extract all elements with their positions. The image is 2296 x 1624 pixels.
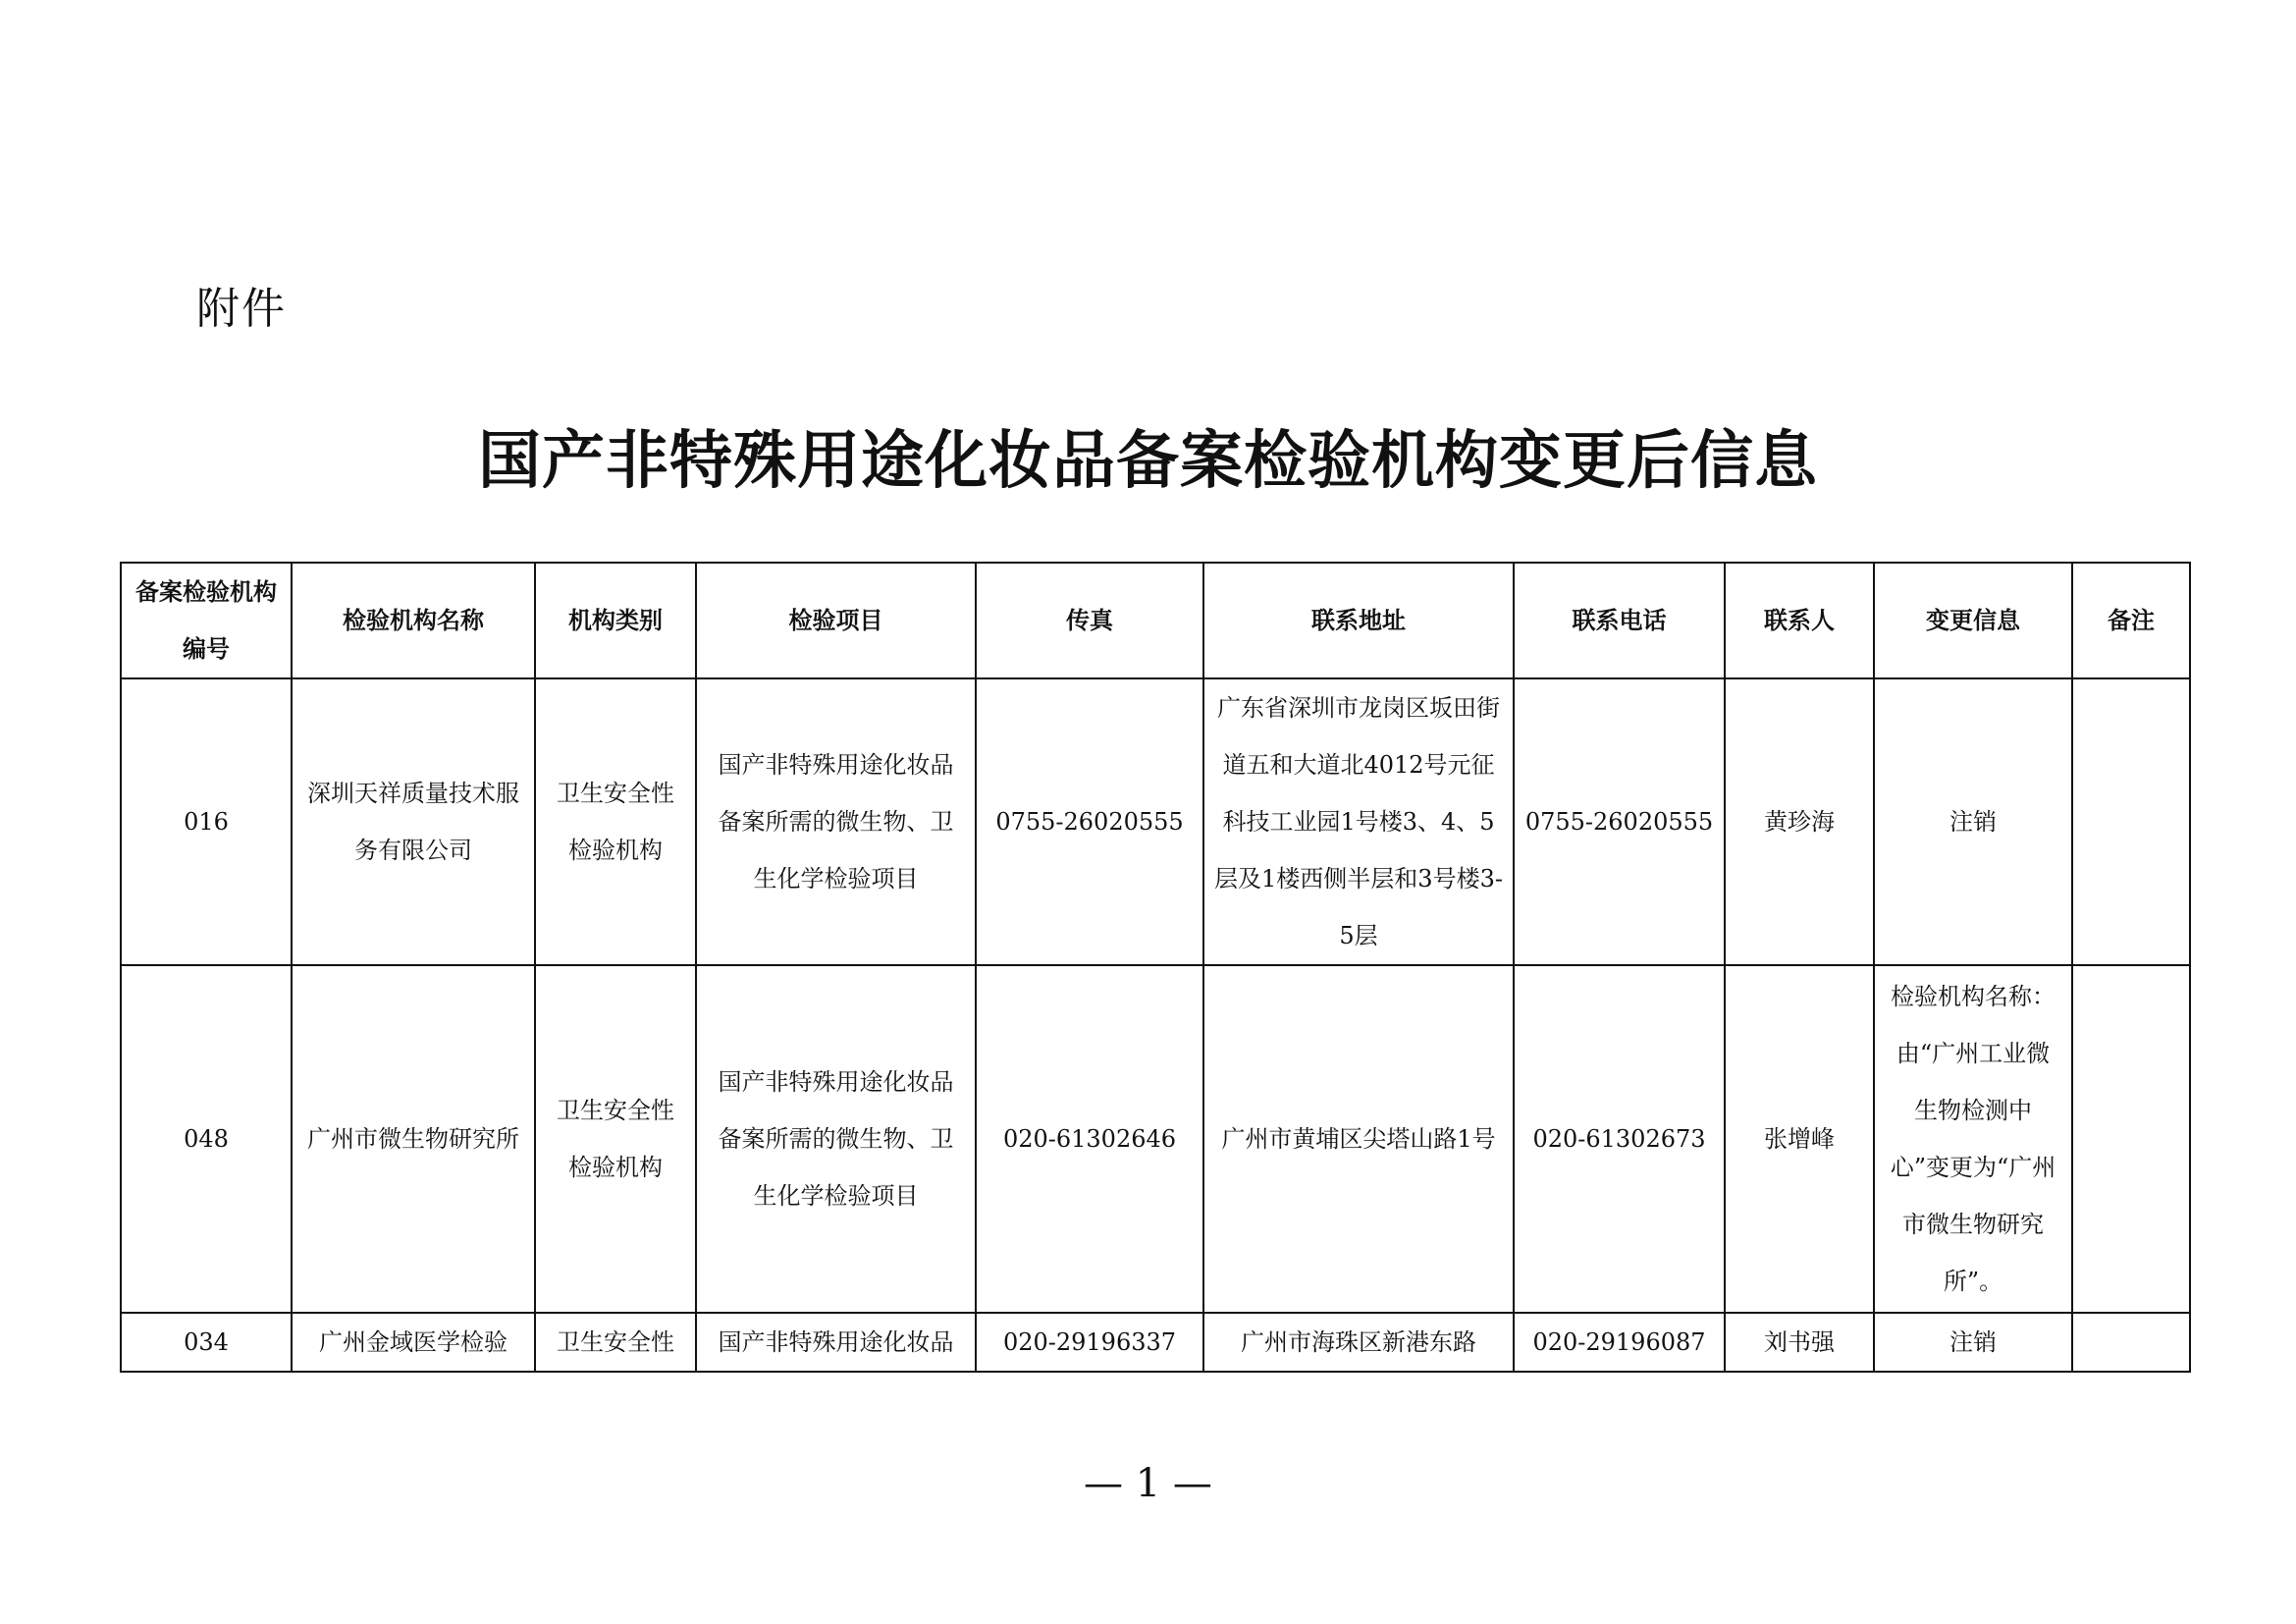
table-row — [121, 1313, 2190, 1372]
cell-phone: 0755-26020555 — [1514, 678, 1725, 965]
header-items: 检验项目 — [696, 563, 976, 678]
cell-remark — [2072, 678, 2190, 965]
table-row — [121, 965, 2190, 1313]
cell-fax: 020-61302646 — [976, 965, 1203, 1313]
header-address: 联系地址 — [1203, 563, 1514, 678]
header-change: 变更信息 — [1874, 563, 2072, 678]
header-fax: 传真 — [976, 563, 1203, 678]
header-remark: 备注 — [2072, 563, 2190, 678]
header-phone: 联系电话 — [1514, 563, 1725, 678]
cell-name: 广州市微生物研究所 — [292, 965, 535, 1313]
header-category: 机构类别 — [535, 563, 696, 678]
cell-items: 国产非特殊用途化妆品备案所需的微生物、卫生化学检验项目 — [696, 965, 976, 1313]
cell-change: 注销 — [1874, 678, 2072, 965]
cell-phone: 020-61302673 — [1514, 965, 1725, 1313]
cell-category: 卫生安全性检验机构 — [535, 678, 696, 965]
table-header-row — [121, 563, 2190, 678]
cell-phone: 020-29196087 — [1514, 1313, 1725, 1372]
cell-contact: 刘书强 — [1725, 1313, 1874, 1372]
attachment-label: 附件 — [196, 284, 287, 334]
cell-code: 016 — [121, 678, 292, 965]
cell-address: 广州市黄埔区尖塔山路1号 — [1203, 965, 1514, 1313]
cell-items: 国产非特殊用途化妆品 — [696, 1313, 976, 1372]
page-number: — 1 — — [1084, 1461, 1212, 1506]
cell-change: 注销 — [1874, 1313, 2072, 1372]
cell-name: 广州金域医学检验 — [292, 1313, 535, 1372]
table-row — [121, 678, 2190, 965]
cell-contact: 张增峰 — [1725, 965, 1874, 1313]
cell-remark — [2072, 1313, 2190, 1372]
cell-category: 卫生安全性 — [535, 1313, 696, 1372]
header-contact: 联系人 — [1725, 563, 1874, 678]
cell-contact: 黄珍海 — [1725, 678, 1874, 965]
cell-items: 国产非特殊用途化妆品备案所需的微生物、卫生化学检验项目 — [696, 678, 976, 965]
header-code: 备案检验机构编号 — [121, 563, 292, 678]
cell-fax: 020-29196337 — [976, 1313, 1203, 1372]
cell-category: 卫生安全性检验机构 — [535, 965, 696, 1313]
records-table — [120, 562, 2191, 1373]
cell-code: 034 — [121, 1313, 292, 1372]
cell-name: 深圳天祥质量技术服务有限公司 — [292, 678, 535, 965]
cell-fax: 0755-26020555 — [976, 678, 1203, 965]
cell-remark — [2072, 965, 2190, 1313]
header-name: 检验机构名称 — [292, 563, 535, 678]
cell-change: 检验机构名称：由“广州工业微生物检测中心”变更为“广州市微生物研究所”。 — [1874, 965, 2072, 1313]
cell-code: 048 — [121, 965, 292, 1313]
document-title: 国产非特殊用途化妆品备案检验机构变更后信息 — [478, 424, 1818, 498]
cell-address: 广州市海珠区新港东路 — [1203, 1313, 1514, 1372]
cell-address: 广东省深圳市龙岗区坂田街道五和大道北4012号元征科技工业园1号楼3、4、5层及1楼西侧半层和3号楼3-5层 — [1203, 678, 1514, 965]
